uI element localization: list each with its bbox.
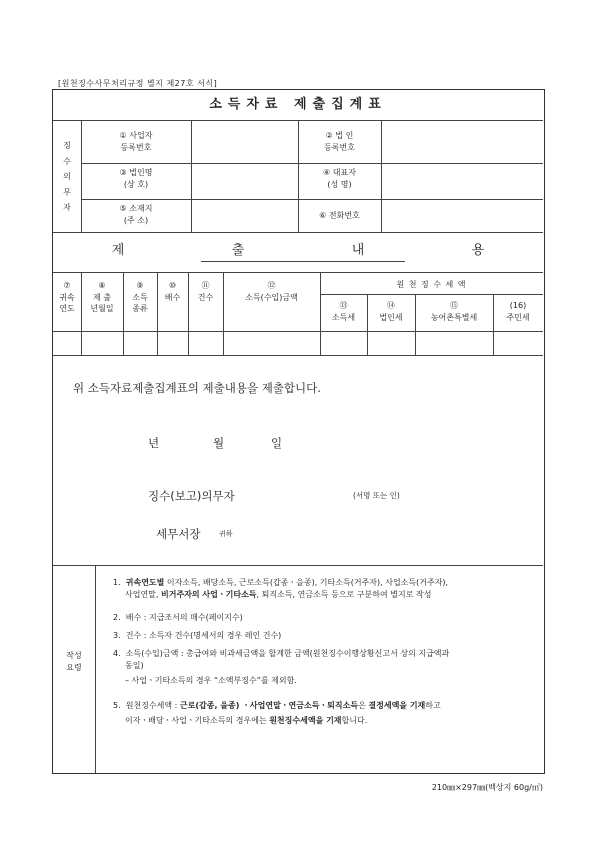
address-label: ⑤ 소재지 (주 소)	[119, 204, 153, 225]
column-header-year: ⑦ 귀속 연도	[59, 281, 75, 314]
column-header-withholding-tax: 원 천 징 수 세 액	[396, 280, 467, 289]
column-header-count: ⑪ 건수	[197, 281, 214, 302]
corp-name-label: ③ 법인명 (상 호)	[119, 168, 153, 189]
signer-label: 징수(보고)의무자	[148, 489, 235, 503]
paper-spec-footer: 210㎜×297㎜(백상지 60g/㎡)	[431, 783, 543, 792]
column-header-corporate-tax: ⑭ 법인세	[379, 301, 403, 322]
signature-hint: (서명 또는 인)	[353, 491, 400, 500]
corp-reg-value[interactable]	[382, 121, 542, 162]
phone-value[interactable]	[382, 200, 542, 231]
column-header-income-tax: ⑬ 소득세	[331, 301, 356, 322]
representative-value[interactable]	[382, 164, 542, 198]
column-header-income-type: ⑨ 소득 종류	[132, 281, 148, 314]
date-day-label: 일	[271, 436, 283, 450]
column-header-resident-tax: (16) 주민세	[506, 301, 530, 322]
date-year-label: 년	[148, 436, 160, 450]
column-header-submit-date: ⑧ 제 출 년월일	[90, 281, 114, 314]
declaration-text: 위 소득자료제출집계표의 제출내용을 제출합니다.	[73, 381, 321, 395]
divider	[95, 565, 96, 773]
corp-name-value[interactable]	[192, 164, 297, 198]
form-title: 소득자료 제출집계표	[209, 97, 387, 112]
column-header-amount: ⑫ 소득(수입)금액	[245, 281, 298, 302]
divider	[53, 355, 543, 356]
divider	[320, 294, 543, 295]
note-1: 1. 귀속연도별 이자소득, 배당소득, 근로소득(갑종ㆍ을종), 기타소득(거주자), 사업소득(거주자), 사업연말, 비거주자의 사업ㆍ기타소득, 퇴직소득, 연금소득 등으로 구분하여 별지로 작성	[113, 578, 449, 600]
note-4: 4. 소득(수입)금액 : 총급여와 비과세금액을 합계한 금액(원천징수이행상황신고서 상의 지급액과 동일) – 사업ㆍ기타소득의 경우 “소액부징수”를 제외함.	[113, 649, 450, 685]
phone-label: ⑥ 전화번호	[319, 211, 360, 220]
recipient-suffix: 귀하	[219, 530, 233, 538]
divider	[53, 232, 543, 233]
note-2: 2. 배수 : 지급조서의 매수(페이지수)	[113, 613, 243, 622]
address-value[interactable]	[192, 200, 297, 231]
divider	[53, 565, 543, 566]
corp-reg-label: ② 법 인 등록번호	[324, 131, 355, 152]
table-row[interactable]	[53, 332, 543, 354]
note-3: 3. 건수 : 소득자 건수(명세서의 경우 레인 건수)	[113, 631, 282, 640]
recipient-label: 세무서장	[156, 527, 201, 541]
form-frame	[52, 89, 545, 774]
section-title: 제 출 내 용	[111, 243, 485, 258]
regulation-reference: [원천징수사무처리규정 별지 제27호 서식]	[58, 79, 218, 88]
representative-label: ④ 대표자 (성 명)	[323, 168, 356, 189]
column-header-pages: ⑩ 배수	[164, 281, 181, 302]
business-reg-value[interactable]	[192, 121, 297, 162]
business-reg-label: ① 사업자 등록번호	[119, 131, 153, 152]
note-5: 5. 원천징수세액 : 근로(갑종, 을종) ㆍ사업연말ㆍ연금소득ㆍ퇴직소득은 결정세액을 기재하고 이자ㆍ배당ㆍ사업ㆍ기타소득의 경우에는 원천징수세액을 기재합니다.	[113, 701, 441, 726]
notes-label: 작성 요령	[66, 651, 82, 672]
section-title-underline	[201, 261, 405, 262]
divider	[53, 272, 543, 273]
column-header-rural-tax: ⑮ 농어촌특별세	[430, 301, 478, 322]
date-month-label: 월	[213, 436, 225, 450]
withholder-label: 징 수 의 무 자	[63, 141, 71, 213]
